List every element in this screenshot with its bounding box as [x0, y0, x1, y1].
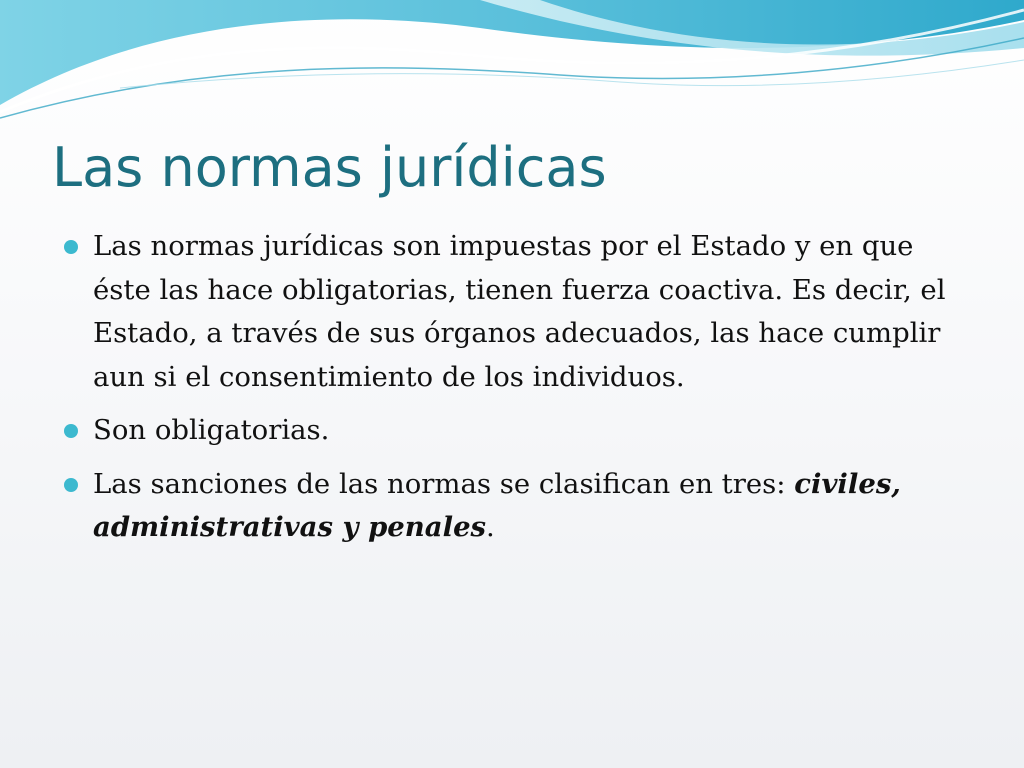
bullet-emphasis-text: civiles, administrativas y penales [93, 467, 901, 543]
bullet-text: Las normas jurídicas son impuestas por el Estado y en que éste las hace obligatorias, tienen fuerza coactiva. Es decir, el Estado, a través de sus órganos adecuados, las hace cumplir aun si el consentimiento de los individuos. [93, 230, 946, 393]
bullet-text: Son obligatorias. [93, 414, 330, 446]
bullet-text: Las sanciones de las normas se clasifican en tres: [93, 467, 795, 500]
bullet-dot-icon [64, 424, 78, 438]
bullet-item [60, 463, 960, 550]
header-wave-decoration [0, 0, 1024, 130]
bullet-end-punctuation: . [486, 511, 495, 543]
bullet-item [60, 225, 960, 399]
bullet-item [60, 409, 960, 453]
bullet-dot-icon [64, 240, 78, 254]
bullet-list [60, 225, 960, 560]
slide-title: Las normas jurídicas [52, 136, 607, 199]
bullet-dot-icon [64, 478, 78, 492]
